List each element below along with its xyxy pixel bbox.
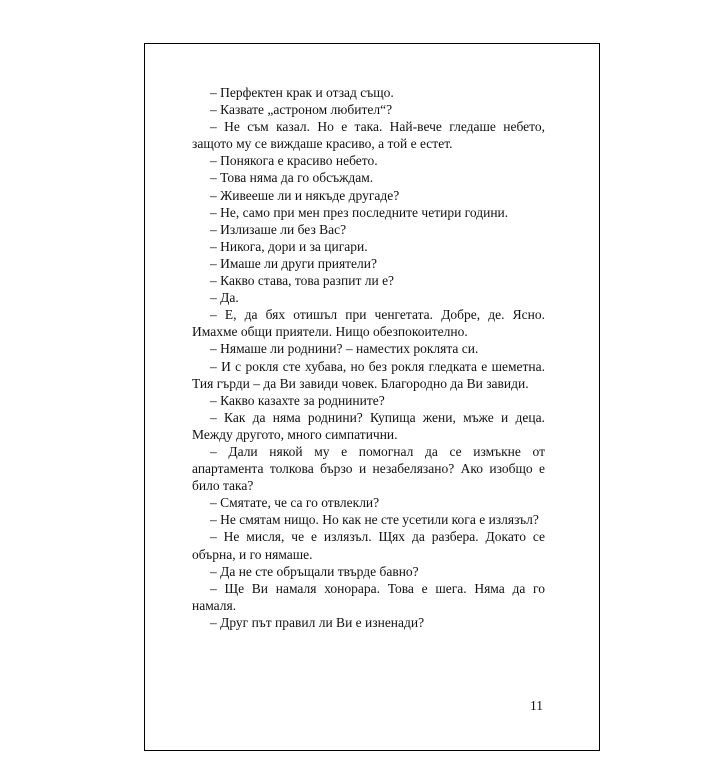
page-number: 11 xyxy=(530,698,543,713)
paragraph: – Ще Ви намаля хонорара. Това е шега. Няма да го намаля. xyxy=(192,580,545,613)
page-body-text xyxy=(192,84,545,631)
paragraph: – Да. xyxy=(210,290,239,306)
paragraph: – Дали някой му е помогнал да се измъкне от апартамента толкова бързо и незабелязано? Ако изобщо е било така? xyxy=(192,443,545,494)
paragraph: – Понякога е красиво небето. xyxy=(210,153,378,169)
paragraph: – И с рокля сте хубава, но без рокля гледката е шеметна. Тия гърди – да Ви завиди човек. Благородно да Ви завиди. xyxy=(192,358,545,391)
paragraph: – Това няма да го обсъждам. xyxy=(210,170,374,186)
paragraph: – Перфектен крак и отзад също. xyxy=(210,85,394,100)
paragraph: – Не смятам нищо. Но как не сте усетили кога е излязъл? xyxy=(210,512,539,528)
paragraph: – Казвате „астроном любител“? xyxy=(210,102,393,118)
paragraph: – Не, само при мен през последните четири години. xyxy=(210,204,509,220)
paragraph: – Какво казахте за роднините? xyxy=(210,392,385,408)
paragraph: – Не мисля, че е излязъл. Щях да разбера. Докато се обърна, и го нямаше. xyxy=(192,529,545,562)
paragraph: – Нямаше ли роднини? – наместих роклята си. xyxy=(210,341,479,357)
paragraph: – Как да няма роднини? Купища жени, мъже и деца. Между другото, много симпатични. xyxy=(192,409,545,442)
paragraph: – Друг път правил ли Ви е изненади? xyxy=(210,614,425,630)
paragraph: – Имаше ли други приятели? xyxy=(210,255,377,271)
paragraph: – Какво става, това разпит ли е? xyxy=(210,273,395,289)
paragraph: – Смятате, че са го отвлекли? xyxy=(210,495,380,511)
paragraph: – Е, да бях отишъл при ченгетата. Добре, де. Ясно. Имахме общи приятели. Нищо обезпокоително. xyxy=(192,307,545,340)
book-page xyxy=(144,43,600,751)
paragraph: – Да не сте обръщали твърде бавно? xyxy=(210,563,419,579)
paragraph: – Не съм казал. Но е така. Най-вече гледаше небето, защото му се виждаше красиво, а той е естет. xyxy=(192,119,545,152)
paragraph: – Никога, дори и за цигари. xyxy=(210,238,368,254)
paragraph: – Излизаше ли без Вас? xyxy=(210,221,347,237)
paragraph: – Живееше ли и някъде другаде? xyxy=(210,187,400,203)
